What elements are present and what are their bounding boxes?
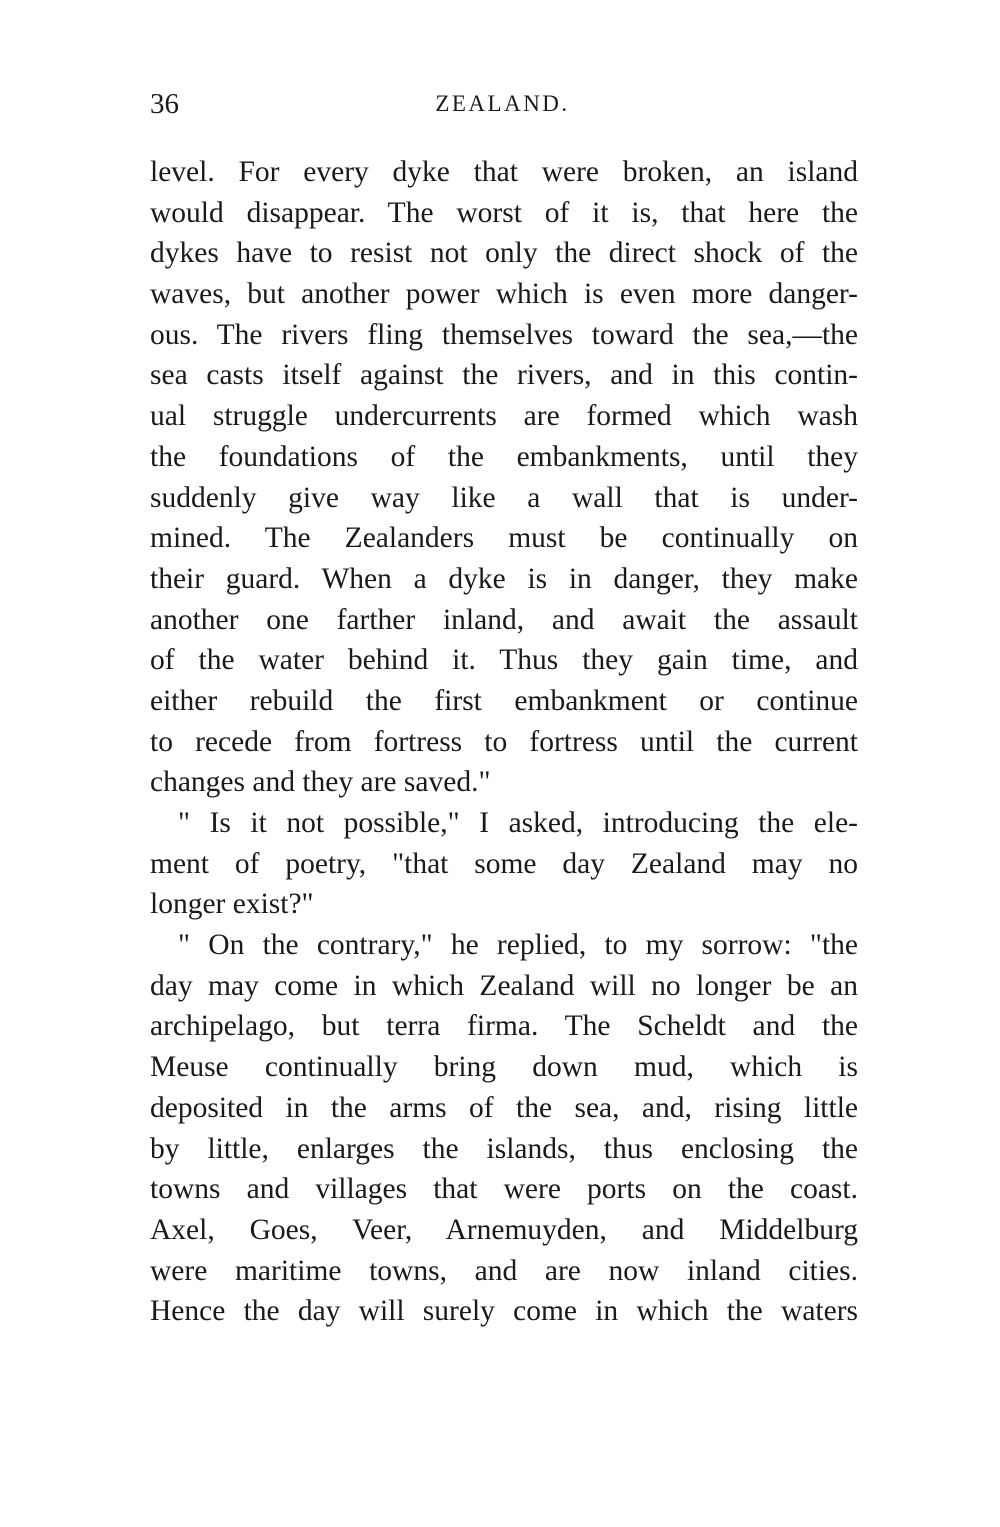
text-line: ual struggle undercurrents are formed which wash <box>150 400 858 433</box>
body-text <box>150 152 858 1332</box>
text-line: deposited in the arms of the sea, and, rising little <box>150 1091 858 1124</box>
text-line: level. For every dyke that were broken, an island <box>150 156 858 188</box>
text-line: ous. The rivers fling themselves toward the sea,—the <box>150 318 858 351</box>
text-line: would disappear. The worst of it is, that here the <box>150 196 858 229</box>
text-line: by little, enlarges the islands, thus enclosing the <box>150 1132 858 1165</box>
text-line: waves, but another power which is even more danger- <box>150 278 858 311</box>
text-line: were maritime towns, and are now inland cities. <box>150 1254 858 1287</box>
text-line: dykes have to resist not only the direct shock of the <box>150 237 858 270</box>
text-line: mined. The Zealanders must be continually on <box>150 522 858 555</box>
text-line: another one farther inland, and await the assault <box>150 603 858 636</box>
text-line: the foundations of the embankments, until they <box>150 440 858 473</box>
paragraph-end-line: changes and they are saved." <box>150 766 491 799</box>
text-line: Meuse continually bring down mud, which is <box>150 1051 858 1084</box>
text-line: their guard. When a dyke is in danger, they make <box>150 562 858 595</box>
text-line: day may come in which Zealand will no longer be an <box>150 969 858 1002</box>
text-line: ment of poetry, "that some day Zealand may no <box>150 847 858 880</box>
text-line: either rebuild the first embankment or continue <box>150 684 858 717</box>
text-line: archipelago, but terra firma. The Scheldt and the <box>150 1010 858 1043</box>
text-line: sea casts itself against the rivers, and in this contin- <box>150 359 858 392</box>
text-line: towns and villages that were ports on the coast. <box>150 1173 858 1206</box>
running-title: ZEALAND. <box>435 91 570 116</box>
text-line: of the water behind it. Thus they gain time, and <box>150 644 858 677</box>
text-line: Hence the day will surely come in which the waters <box>150 1295 858 1328</box>
paragraph-start-line: " Is it not possible," I asked, introducing the ele- <box>178 807 858 839</box>
paragraph-end-line: longer exist?" <box>150 888 314 921</box>
page-number: 36 <box>150 88 179 120</box>
text-line: to recede from fortress to fortress until the current <box>150 725 858 758</box>
text-line: Axel, Goes, Veer, Arnemuyden, and Middelburg <box>150 1213 858 1246</box>
paragraph-start-line: " On the contrary," he replied, to my sorrow: "the <box>178 929 858 962</box>
text-line: suddenly give way like a wall that is under- <box>150 481 858 514</box>
running-head <box>150 84 855 124</box>
